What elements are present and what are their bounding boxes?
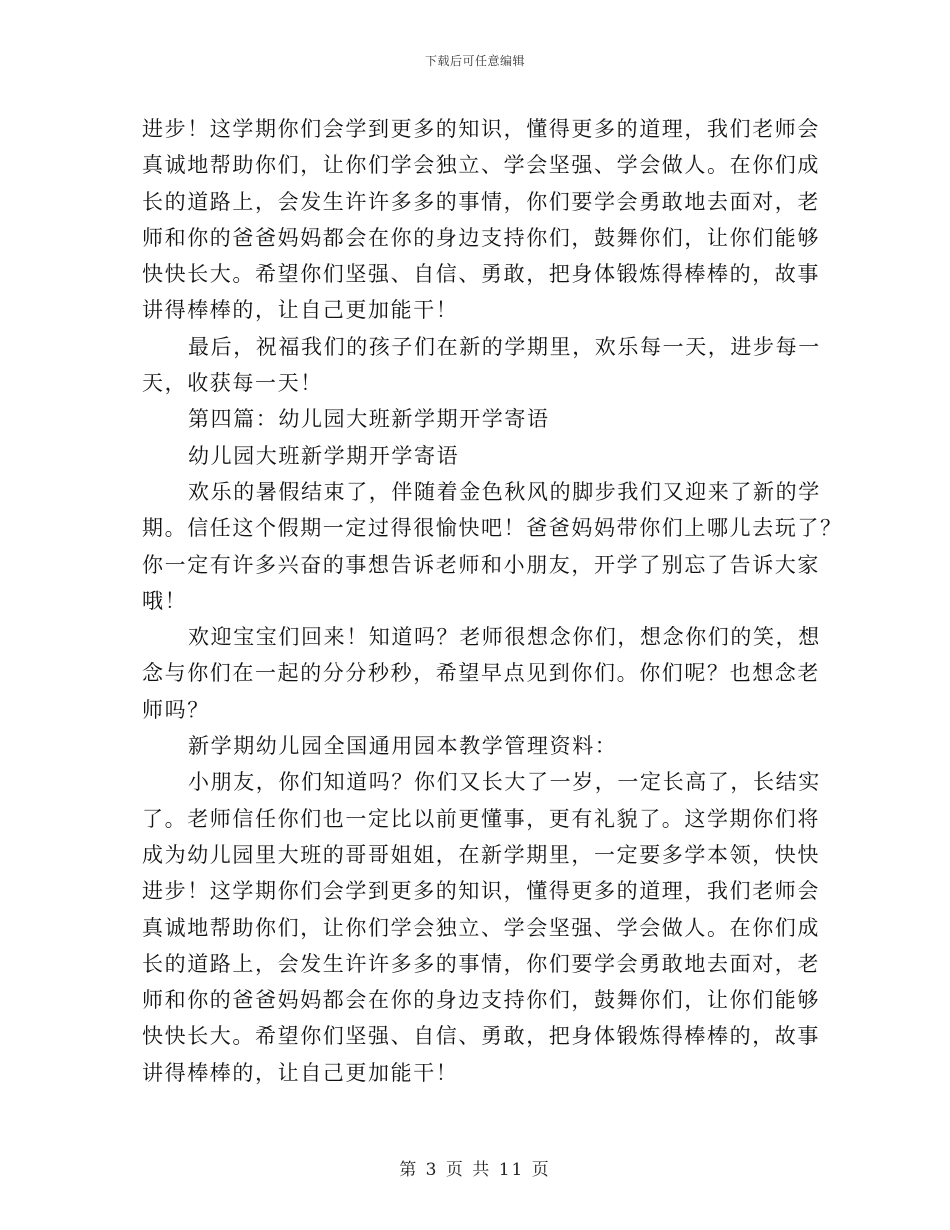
text-line: 讲得棒棒的，让自己更加能干！ (142, 298, 459, 323)
text-line: 进步！这学期你们会学到更多的知识，懂得更多的道理，我们老师会 (142, 117, 820, 141)
text-line: 长的道路上，会发生许许多多的事情，你们要学会勇敢地去面对，老 (142, 189, 820, 214)
text-line: 师吗？ (142, 697, 210, 722)
text-line: 成为幼儿园里大班的哥哥姐姐，在新学期里，一定要多学本领，快快 (142, 842, 820, 867)
text-line: 期。信任这个假期一定过得很愉快吧！爸爸妈妈带你们上哪儿去玩了？ (142, 516, 843, 541)
text-line: 念与你们在一起的分分秒秒，希望早点见到你们。你们呢？也想念老 (142, 661, 820, 686)
text-line: 新学期幼儿园全国通用园本教学管理资料： (188, 734, 618, 759)
text-line: 师和你的爸爸妈妈都会在你的身边支持你们，鼓舞你们，让你们能够 (142, 225, 820, 250)
text-line: 小朋友，你们知道吗？你们又长大了一岁，一定长高了，长结实 (188, 770, 821, 795)
text-line: 了。老师信任你们也一定比以前更懂事，更有礼貌了。这学期你们将 (142, 806, 820, 831)
text-line: 讲得棒棒的，让自己更加能干！ (142, 1060, 459, 1085)
document-body (142, 111, 843, 1091)
text-line: 快快长大。希望你们坚强、自信、勇敢，把身体锻炼得棒棒的，故事 (142, 1024, 820, 1049)
text-line: 欢迎宝宝们回来！知道吗？老师很想念你们，想念你们的笑，想 (188, 625, 821, 650)
text-line: 最后，祝福我们的孩子们在新的学期里，欢乐每一天，进步每一 (188, 334, 821, 359)
text-line: 你一定有许多兴奋的事想告诉老师和小朋友，开学了别忘了告诉大家 (142, 552, 820, 577)
text-line: 真诚地帮助你们，让你们学会独立、学会坚强、学会做人。在你们成 (142, 153, 820, 178)
page-footer: 第 3 页 共 11 页 (399, 1160, 551, 1180)
text-line: 第四篇：幼儿园大班新学期开学寄语 (188, 407, 550, 432)
text-line: 进步！这学期你们会学到更多的知识，懂得更多的道理，我们老师会 (142, 879, 820, 904)
text-line: 快快长大。希望你们坚强、自信、勇敢，把身体锻炼得棒棒的，故事 (142, 262, 820, 287)
text-line: 真诚地帮助你们，让你们学会独立、学会坚强、学会做人。在你们成 (142, 915, 820, 940)
text-line: 哦！ (142, 588, 188, 613)
text-line: 师和你的爸爸妈妈都会在你的身边支持你们，鼓舞你们，让你们能够 (142, 988, 820, 1013)
page-header: 下载后可任意编辑 (424, 54, 525, 68)
text-line: 欢乐的暑假结束了，伴随着金色秋风的脚步我们又迎来了新的学 (188, 479, 821, 504)
text-line: 幼儿园大班新学期开学寄语 (188, 443, 460, 468)
text-line: 长的道路上，会发生许许多多的事情，你们要学会勇敢地去面对，老 (142, 951, 820, 976)
text-line: 天，收获每一天！ (142, 371, 323, 396)
